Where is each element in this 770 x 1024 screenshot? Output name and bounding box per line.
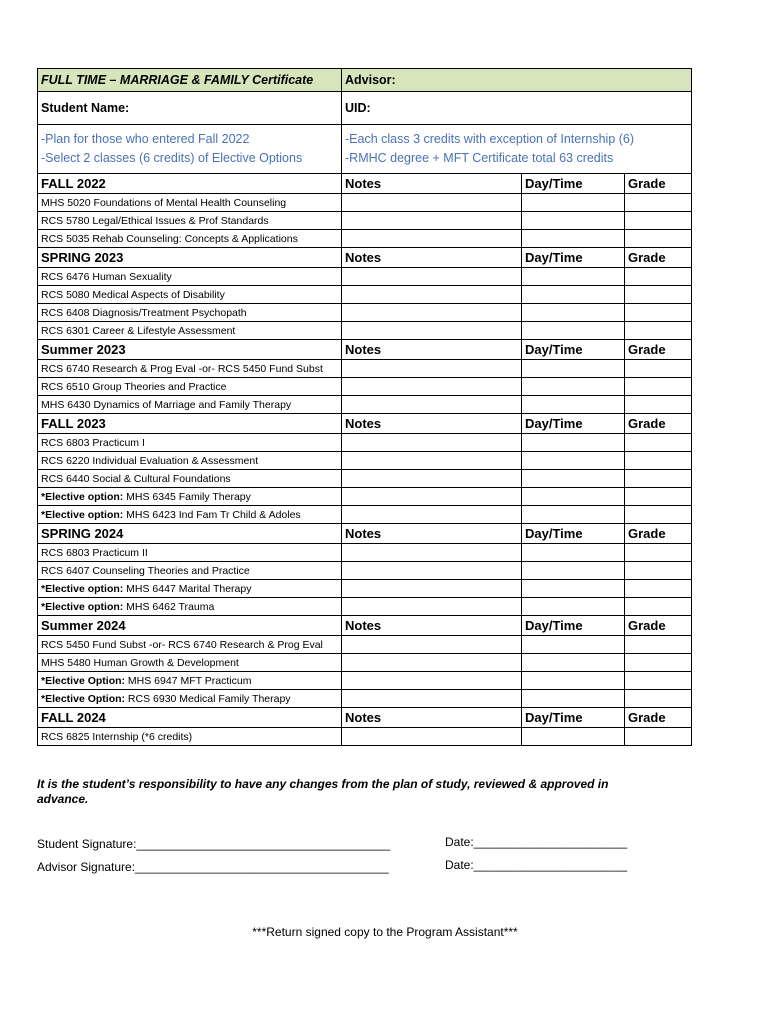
course-title: RCS 6407 Counseling Theories and Practice — [41, 564, 250, 577]
notes-column-header: Notes — [342, 524, 522, 544]
notes-column-header: Notes — [342, 340, 522, 360]
grade-cell[interactable] — [625, 562, 692, 580]
grade-cell[interactable] — [625, 506, 692, 524]
notes-cell[interactable] — [342, 544, 522, 562]
daytime-cell[interactable] — [522, 672, 625, 690]
plan-info-left-line: -Plan for those who entered Fall 2022 — [41, 132, 250, 146]
grade-cell[interactable] — [625, 194, 692, 212]
daytime-cell[interactable] — [522, 488, 625, 506]
course-name — [38, 434, 342, 452]
semester-name: Summer 2024 — [38, 616, 342, 636]
course-row — [38, 470, 692, 488]
daytime-cell[interactable] — [522, 286, 625, 304]
semester-header-row — [38, 524, 692, 544]
course-name — [38, 452, 342, 470]
course-row — [38, 360, 692, 378]
semester-name: FALL 2022 — [38, 174, 342, 194]
daytime-cell[interactable] — [522, 470, 625, 488]
notes-cell[interactable] — [342, 396, 522, 414]
course-row — [38, 304, 692, 322]
notes-cell[interactable] — [342, 690, 522, 708]
daytime-cell[interactable] — [522, 654, 625, 672]
daytime-cell[interactable] — [522, 690, 625, 708]
course-title: RCS 6803 Practicum I — [41, 436, 145, 449]
course-title: MHS 6462 Trauma — [123, 600, 215, 613]
elective-label: *Elective option: — [41, 600, 124, 613]
plan-info-right — [342, 125, 692, 174]
grade-cell[interactable] — [625, 434, 692, 452]
course-title: MHS 6947 MFT Practicum — [125, 674, 252, 687]
semester-header-row — [38, 174, 692, 194]
notes-cell[interactable] — [342, 194, 522, 212]
grade-column-header: Grade — [625, 524, 692, 544]
return-instruction: ***Return signed copy to the Program Assistant*** — [252, 925, 518, 939]
daytime-column-header: Day/Time — [522, 340, 625, 360]
semester-header-row — [38, 616, 692, 636]
grade-cell[interactable] — [625, 636, 692, 654]
course-row — [38, 434, 692, 452]
daytime-cell[interactable] — [522, 378, 625, 396]
daytime-cell[interactable] — [522, 322, 625, 340]
grade-cell[interactable] — [625, 544, 692, 562]
notes-cell[interactable] — [342, 322, 522, 340]
elective-label: *Elective option: — [41, 490, 124, 503]
plan-info-right-line: -RMHC degree + MFT Certificate total 63 credits — [345, 151, 614, 165]
course-name — [38, 194, 342, 212]
course-title: RCS 6440 Social & Cultural Foundations — [41, 472, 231, 485]
course-row — [38, 672, 692, 690]
grade-column-header: Grade — [625, 616, 692, 636]
daytime-cell[interactable] — [522, 360, 625, 378]
notes-cell[interactable] — [342, 212, 522, 230]
plan-info-left-line: -Select 2 classes (6 credits) of Elective Options — [41, 151, 303, 165]
grade-cell[interactable] — [625, 212, 692, 230]
student-name-field[interactable]: Student Name: — [38, 92, 342, 125]
course-title: MHS 6430 Dynamics of Marriage and Family Therapy — [41, 398, 292, 411]
course-row — [38, 268, 692, 286]
semester-name: SPRING 2024 — [38, 524, 342, 544]
daytime-cell[interactable] — [522, 580, 625, 598]
responsibility-note: It is the student’s responsibility to have any changes from the plan of study, reviewed & approved in advance. — [37, 777, 609, 806]
course-row — [38, 728, 692, 746]
course-name — [38, 286, 342, 304]
semester-name: FALL 2024 — [38, 708, 342, 728]
course-name — [38, 322, 342, 340]
course-row — [38, 506, 692, 524]
course-name — [38, 212, 342, 230]
course-title: RCS 6803 Practicum II — [41, 546, 148, 559]
course-name — [38, 230, 342, 248]
notes-cell[interactable] — [342, 304, 522, 322]
course-row — [38, 230, 692, 248]
course-name — [38, 728, 342, 746]
course-title: MHS 6345 Family Therapy — [123, 490, 251, 503]
notes-cell[interactable] — [342, 654, 522, 672]
daytime-cell[interactable] — [522, 452, 625, 470]
semester-name: Summer 2023 — [38, 340, 342, 360]
elective-label: *Elective option: — [41, 508, 124, 521]
notes-cell[interactable] — [342, 488, 522, 506]
notes-column-header: Notes — [342, 174, 522, 194]
notes-cell[interactable] — [342, 470, 522, 488]
daytime-column-header: Day/Time — [522, 616, 625, 636]
grade-cell[interactable] — [625, 654, 692, 672]
notes-cell[interactable] — [342, 672, 522, 690]
notes-cell[interactable] — [342, 598, 522, 616]
daytime-cell[interactable] — [522, 304, 625, 322]
course-row — [38, 636, 692, 654]
course-row — [38, 544, 692, 562]
course-name — [38, 396, 342, 414]
course-name — [38, 672, 342, 690]
course-name — [38, 580, 342, 598]
course-name — [38, 636, 342, 654]
plan-of-study-table — [37, 68, 692, 746]
title-row — [38, 69, 692, 92]
elective-label: *Elective option: — [41, 582, 124, 595]
grade-cell[interactable] — [625, 488, 692, 506]
grade-cell[interactable] — [625, 396, 692, 414]
grade-column-header: Grade — [625, 414, 692, 434]
student-name-row — [38, 92, 692, 125]
grade-cell[interactable] — [625, 268, 692, 286]
course-row — [38, 322, 692, 340]
student-signature-line[interactable]: Student Signature:______________________________________ — [37, 837, 391, 851]
notes-cell[interactable] — [342, 728, 522, 746]
semester-header-row — [38, 248, 692, 268]
daytime-cell[interactable] — [522, 194, 625, 212]
course-name — [38, 304, 342, 322]
daytime-column-header: Day/Time — [522, 248, 625, 268]
course-title: MHS 6423 Ind Fam Tr Child & Adoles — [123, 508, 301, 521]
semester-name: SPRING 2023 — [38, 248, 342, 268]
course-row — [38, 580, 692, 598]
course-title: RCS 6510 Group Theories and Practice — [41, 380, 227, 393]
advisor-date-line[interactable]: Date:_______________________ — [445, 858, 628, 872]
course-row — [38, 452, 692, 470]
course-name — [38, 360, 342, 378]
daytime-cell[interactable] — [522, 636, 625, 654]
course-title: MHS 6447 Marital Therapy — [123, 582, 252, 595]
grade-cell[interactable] — [625, 230, 692, 248]
grade-cell[interactable] — [625, 360, 692, 378]
course-row — [38, 598, 692, 616]
course-title: RCS 5080 Medical Aspects of Disability — [41, 288, 225, 301]
daytime-column-header: Day/Time — [522, 524, 625, 544]
semester-header-row — [38, 708, 692, 728]
grade-cell[interactable] — [625, 304, 692, 322]
plan-info-right-line: -Each class 3 credits with exception of Internship (6) — [345, 132, 635, 146]
notes-cell[interactable] — [342, 378, 522, 396]
course-title: RCS 5035 Rehab Counseling: Concepts & Applications — [41, 232, 298, 245]
uid-field[interactable]: UID: — [342, 92, 692, 125]
course-title: RCS 6740 Research & Prog Eval -or- RCS 5450 Fund Subst — [41, 362, 323, 375]
grade-cell[interactable] — [625, 690, 692, 708]
grade-cell[interactable] — [625, 322, 692, 340]
plan-info-left — [38, 125, 342, 174]
notes-cell[interactable] — [342, 286, 522, 304]
course-name — [38, 470, 342, 488]
daytime-column-header: Day/Time — [522, 708, 625, 728]
course-name — [38, 378, 342, 396]
notes-cell[interactable] — [342, 580, 522, 598]
grade-cell[interactable] — [625, 452, 692, 470]
grade-cell[interactable] — [625, 598, 692, 616]
course-name — [38, 544, 342, 562]
notes-cell[interactable] — [342, 268, 522, 286]
course-title: MHS 5020 Foundations of Mental Health Counseling — [41, 196, 287, 209]
form-title: FULL TIME – MARRIAGE & FAMILY Certificate — [38, 69, 342, 92]
course-row — [38, 396, 692, 414]
course-row — [38, 212, 692, 230]
notes-cell[interactable] — [342, 562, 522, 580]
course-row — [38, 378, 692, 396]
notes-cell[interactable] — [342, 506, 522, 524]
student-date-line[interactable]: Date:_______________________ — [445, 835, 628, 849]
course-title: RCS 6476 Human Sexuality — [41, 270, 172, 283]
daytime-cell[interactable] — [522, 268, 625, 286]
notes-cell[interactable] — [342, 360, 522, 378]
daytime-cell[interactable] — [522, 728, 625, 746]
course-name — [38, 654, 342, 672]
course-title: RCS 5450 Fund Subst -or- RCS 6740 Research & Prog Eval — [41, 638, 323, 651]
grade-cell[interactable] — [625, 470, 692, 488]
notes-column-header: Notes — [342, 248, 522, 268]
course-name — [38, 598, 342, 616]
daytime-cell[interactable] — [522, 396, 625, 414]
course-title: RCS 6301 Career & Lifestyle Assessment — [41, 324, 236, 337]
daytime-column-header: Day/Time — [522, 414, 625, 434]
grade-cell[interactable] — [625, 672, 692, 690]
course-name — [38, 506, 342, 524]
notes-column-header: Notes — [342, 616, 522, 636]
grade-column-header: Grade — [625, 248, 692, 268]
grade-column-header: Grade — [625, 708, 692, 728]
elective-label: *Elective Option: — [41, 692, 126, 705]
grade-column-header: Grade — [625, 174, 692, 194]
advisor-label: Advisor: — [342, 69, 692, 92]
course-title: RCS 6220 Individual Evaluation & Assessment — [41, 454, 259, 467]
course-title: MHS 5480 Human Growth & Development — [41, 656, 239, 669]
course-row — [38, 690, 692, 708]
course-name — [38, 562, 342, 580]
course-title: RCS 6930 Medical Family Therapy — [125, 692, 291, 705]
course-name — [38, 690, 342, 708]
advisor-signature-line[interactable]: Advisor Signature:______________________________________ — [37, 860, 389, 874]
grade-cell[interactable] — [625, 728, 692, 746]
daytime-cell[interactable] — [522, 598, 625, 616]
daytime-cell[interactable] — [522, 544, 625, 562]
daytime-column-header: Day/Time — [522, 174, 625, 194]
course-row — [38, 488, 692, 506]
notes-cell[interactable] — [342, 434, 522, 452]
semester-header-row — [38, 414, 692, 434]
course-row — [38, 562, 692, 580]
notes-column-header: Notes — [342, 414, 522, 434]
grade-cell[interactable] — [625, 378, 692, 396]
notes-column-header: Notes — [342, 708, 522, 728]
course-title: RCS 6408 Diagnosis/Treatment Psychopath — [41, 306, 247, 319]
elective-label: *Elective Option: — [41, 674, 126, 687]
course-name — [38, 268, 342, 286]
notes-cell[interactable] — [342, 452, 522, 470]
course-title: RCS 6825 Internship (*6 credits) — [41, 730, 193, 743]
semester-name: FALL 2023 — [38, 414, 342, 434]
grade-cell[interactable] — [625, 286, 692, 304]
grade-cell[interactable] — [625, 580, 692, 598]
daytime-cell[interactable] — [522, 562, 625, 580]
notes-cell[interactable] — [342, 230, 522, 248]
course-title: RCS 5780 Legal/Ethical Issues & Prof Standards — [41, 214, 269, 227]
course-row — [38, 286, 692, 304]
daytime-cell[interactable] — [522, 434, 625, 452]
course-name — [38, 488, 342, 506]
daytime-cell[interactable] — [522, 212, 625, 230]
course-row — [38, 194, 692, 212]
daytime-cell[interactable] — [522, 506, 625, 524]
notes-cell[interactable] — [342, 636, 522, 654]
plan-info-row — [38, 125, 692, 174]
semester-header-row — [38, 340, 692, 360]
daytime-cell[interactable] — [522, 230, 625, 248]
grade-column-header: Grade — [625, 340, 692, 360]
course-row — [38, 654, 692, 672]
